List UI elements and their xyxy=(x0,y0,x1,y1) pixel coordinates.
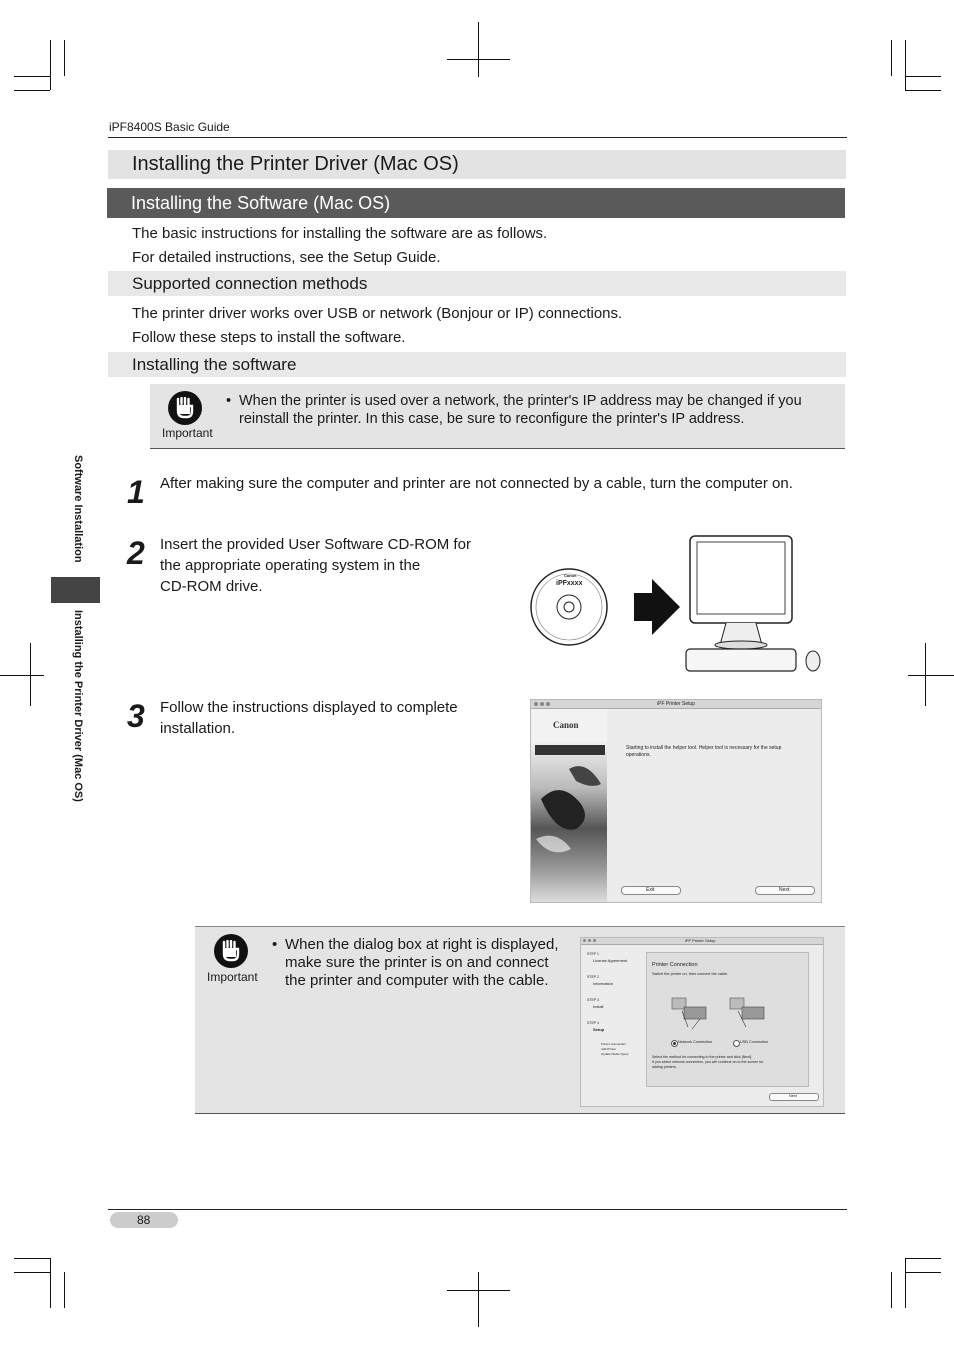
step-3-label: STEP 3 xyxy=(587,998,599,1002)
important-line-2: reinstall the printer. In this case, be sure to reconfigure the printer's IP address. xyxy=(239,411,745,427)
window-minimize-icon[interactable] xyxy=(588,939,591,942)
step-2-line-3: CD-ROM drive. xyxy=(160,578,263,595)
setup-window-printer-connection xyxy=(580,937,824,1107)
exit-button[interactable] xyxy=(621,886,681,895)
window-title: iPF Printer Setup xyxy=(657,701,696,707)
panel-title: Printer Connection xyxy=(652,962,698,968)
section-title-bar xyxy=(108,150,846,179)
helper-message-line-2: operations. xyxy=(626,752,651,758)
window-close-icon[interactable] xyxy=(583,939,586,942)
important-note-1 xyxy=(150,384,845,449)
important-note-2 xyxy=(195,926,845,1114)
cd-brand: Canon xyxy=(564,573,577,578)
subsection-title: Installing the Software (Mac OS) xyxy=(131,193,391,213)
step-1-label: STEP 1 xyxy=(587,952,599,956)
install-heading: Installing the software xyxy=(132,355,297,374)
step-1-text: After making sure the computer and printer are not connected by a cable, turn the computer on. xyxy=(160,475,793,492)
side-tab-upper: Software Installation xyxy=(72,455,84,563)
setup-window-helper-tool xyxy=(530,699,822,903)
window-minimize-icon[interactable] xyxy=(540,702,544,706)
section-title: Installing the Printer Driver (Mac OS) xyxy=(132,153,459,175)
intro-line-2: For detailed instructions, see the Setup Guide. xyxy=(132,249,441,266)
side-tab-lower: Installing the Printer Driver (Mac OS) xyxy=(72,610,84,802)
important2-line-1: When the dialog box at right is displayed, xyxy=(285,936,559,953)
step-2-label: STEP 2 xyxy=(587,975,599,979)
intro-line-1: The basic instructions for installing the software are as follows. xyxy=(132,225,548,242)
header-rule xyxy=(108,137,847,138)
canon-logo: Canon xyxy=(553,720,579,730)
next-button[interactable] xyxy=(755,886,815,895)
step-3-line-2: installation. xyxy=(160,720,236,737)
step-4-label: STEP 4 xyxy=(587,1021,599,1025)
step-1-number: 1 xyxy=(127,474,145,510)
important-line-1: When the printer is used over a network, the printer's IP address may be changed if you xyxy=(239,393,802,409)
window-zoom-icon[interactable] xyxy=(546,702,550,706)
step-1-name: License Agreement xyxy=(593,958,628,963)
substep-add-printer: Add Printer xyxy=(601,1047,617,1051)
helper-message-line-1: Starting to install the helper tool. Helper tool is necessary for the setup xyxy=(626,745,782,751)
usb-connection-label: USB Connection xyxy=(740,1040,769,1044)
subsection-title-bar xyxy=(107,188,845,218)
connection-heading-bar xyxy=(108,271,846,296)
printer-connection-panel xyxy=(646,952,809,1087)
page-number: 88 xyxy=(137,1213,151,1227)
page-number-badge xyxy=(110,1212,178,1228)
next-button-label: Next xyxy=(779,887,790,893)
window-close-icon[interactable] xyxy=(534,702,538,706)
important-bullet: • xyxy=(272,936,278,953)
cd-label: iPFxxxx xyxy=(556,580,583,587)
important-label: Important xyxy=(207,970,258,984)
step-2-number: 2 xyxy=(127,535,145,571)
canon-side-banner xyxy=(531,709,607,902)
step-3-name: Install xyxy=(593,1004,604,1009)
exit-button-label: Exit xyxy=(646,887,655,893)
important-label: Important xyxy=(162,426,213,440)
hand-stop-icon xyxy=(214,934,248,968)
usb-connection-radio[interactable] xyxy=(733,1040,740,1047)
panel-message: Switch the printer on, then connect the cable. xyxy=(652,972,728,976)
window-zoom-icon[interactable] xyxy=(593,939,596,942)
panel-note-3: adding printers. xyxy=(652,1065,677,1069)
important2-line-3: the printer and computer with the cable. xyxy=(285,972,549,989)
next-button-label: Next xyxy=(789,1094,797,1098)
header-title: iPF8400S Basic Guide xyxy=(109,120,230,134)
substep-printer-connection: Printer Connection xyxy=(601,1042,626,1046)
connection-illustration xyxy=(662,993,802,1033)
hand-stop-icon xyxy=(168,391,202,425)
install-heading-bar xyxy=(108,352,846,377)
important2-line-2: make sure the printer is on and connect xyxy=(285,954,549,971)
side-tab-marker xyxy=(51,577,100,603)
network-connection-radio[interactable] xyxy=(671,1040,678,1047)
window-title: iPF Printer Setup xyxy=(685,938,716,943)
step-3-number: 3 xyxy=(127,698,145,734)
cd-insert-illustration xyxy=(530,533,822,675)
footer-rule xyxy=(108,1209,847,1210)
step-2-line-1: Insert the provided User Software CD-ROM for xyxy=(160,536,471,553)
step-3-line-1: Follow the instructions displayed to complete xyxy=(160,699,458,716)
substep-update-media-types: Update Media Types xyxy=(601,1052,629,1056)
connection-line-2: Follow these steps to install the software. xyxy=(132,329,406,346)
connection-line-1: The printer driver works over USB or network (Bonjour or IP) connections. xyxy=(132,305,623,322)
next-button[interactable] xyxy=(769,1093,819,1101)
network-connection-label: Network Connection xyxy=(678,1040,713,1044)
connection-heading: Supported connection methods xyxy=(132,274,368,293)
important-bullet: • xyxy=(226,393,232,409)
step-2-name: Information xyxy=(593,981,614,986)
step-2-line-2: the appropriate operating system in the xyxy=(160,557,421,574)
panel-note-2: If you select network connection, you will continue on to the screen for xyxy=(652,1060,764,1064)
step-4-name: Setup xyxy=(593,1027,605,1032)
panel-note-1: Select the method for connecting to the printer and click [Next]. xyxy=(652,1055,753,1059)
